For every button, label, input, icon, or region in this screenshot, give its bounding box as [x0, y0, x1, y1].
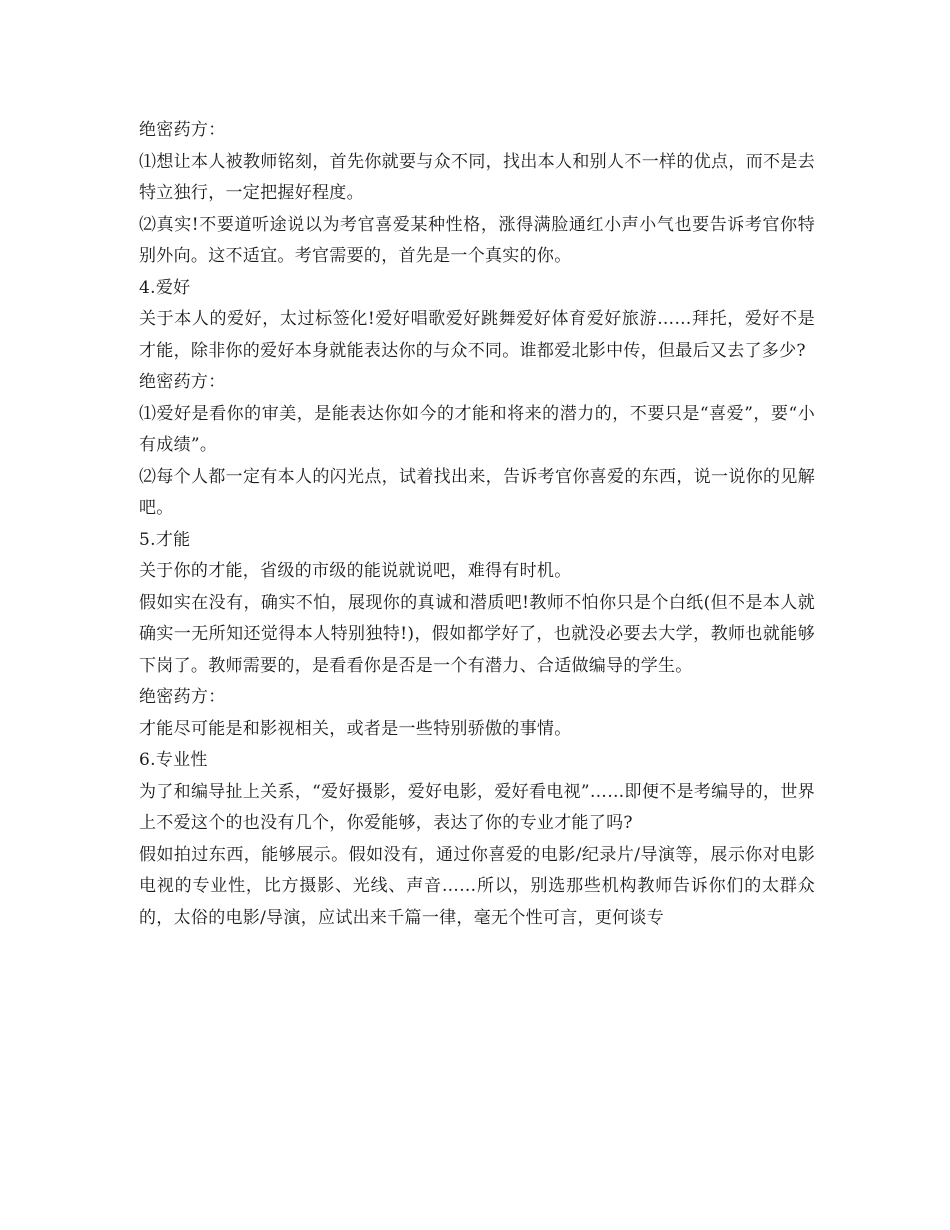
section-heading-hobbies: 4.爱好: [139, 277, 191, 298]
section-heading-talents: 5.才能: [139, 529, 191, 550]
paragraph: ⑵每个人都一定有本人的闪光点，试着找出来，告诉考官你喜爱的东西，说一说你的见解吧。: [139, 466, 815, 518]
document-body: [139, 115, 815, 934]
paragraph: 关于你的才能，省级的市级的能说就说吧，难得有时机。: [139, 561, 572, 581]
paragraph-heading-secret-recipe: 绝密药方：: [139, 687, 226, 707]
paragraph-heading-secret-recipe: 绝密药方：: [139, 120, 226, 140]
paragraph: ⑴爱好是看你的审美，是能表达你如今的才能和将来的潜力的，不要只是“喜爱”，要“小有成绩”。: [139, 403, 815, 455]
paragraph: 关于本人的爱好，太过标签化!爱好唱歌爱好跳舞爱好体育爱好旅游……拜托，爱好不是才能，除非你的爱好本身就能表达你的与众不同。谁都爱北影中传，但最后又去了多少?: [139, 309, 815, 361]
paragraph-heading-secret-recipe: 绝密药方：: [139, 372, 226, 392]
paragraph: ⑴想让本人被教师铭刻，首先你就要与众不同，找出本人和别人不一样的优点，而不是去特立独行，一定把握好程度。: [139, 151, 815, 203]
paragraph: ⑵真实!不要道听途说以为考官喜爱某种性格，涨得满脸通红小声小气也要告诉考官你特别外向。这不适宜。考官需要的，首先是一个真实的你。: [139, 214, 815, 266]
paragraph: 为了和编导扯上关系，“爱好摄影，爱好电影，爱好看电视”……即便不是考编导的，世界上不爱这个的也没有几个，你爱能够，表达了你的专业才能了吗?: [139, 781, 815, 833]
paragraph: 才能尽可能是和影视相关，或者是一些特别骄傲的事情。: [139, 718, 572, 739]
paragraph: 假如拍过东西，能够展示。假如没有，通过你喜爱的电影/纪录片/导演等，展示你对电影电视的专业性，比方摄影、光线、声音……所以，别选那些机构教师告诉你们的太群众的，太俗的电影/导演，应试出来千篇一律，毫无个性可言，更何谈专: [139, 844, 815, 928]
paragraph: 假如实在没有，确实不怕，展现你的真诚和潜质吧!教师不怕你只是个白纸(但不是本人就确实一无所知还觉得本人特别独特!)，假如都学好了，也就没必要去大学，教师也就能够下岗了。教师需要的，是看看你是否是一个有潜力、合适做编导的学生。: [139, 592, 815, 676]
section-heading-professionalism: 6.专业性: [139, 750, 208, 770]
